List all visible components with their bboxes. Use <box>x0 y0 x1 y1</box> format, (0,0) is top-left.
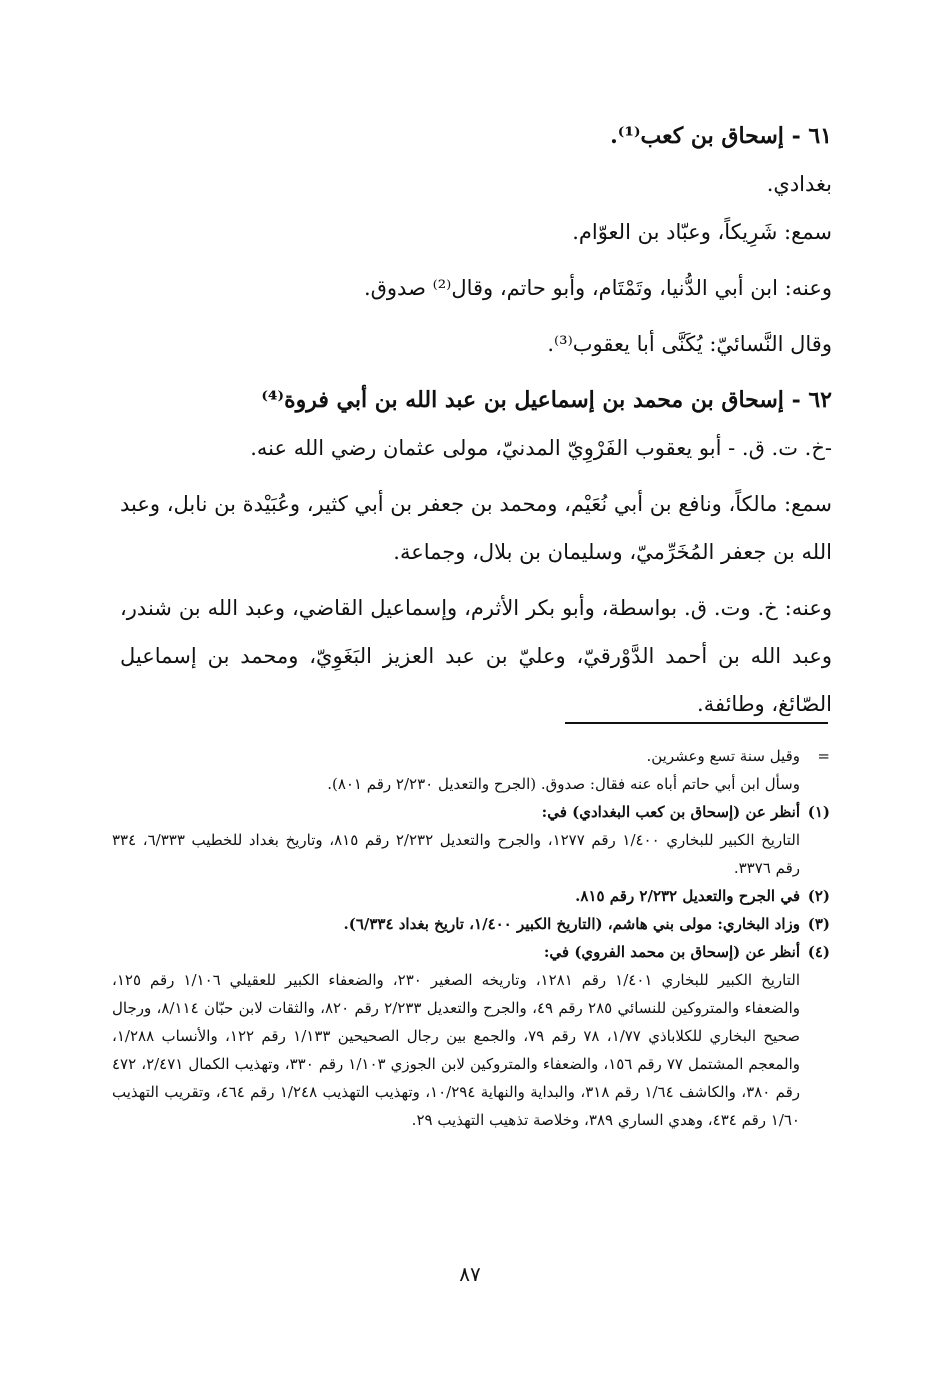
entry-61-narrators: وعنه: ابن أبي الدُّنيا، وتَمْتَام، وأبو حاتم، وقال⁽²⁾ صدوق. <box>363 276 832 300</box>
entry-62-narrators: وعنه: خ. وت. ق. بواسطة، وأبو بكر الأثرم، وإسماعيل القاضي، وعبد الله بن شندر، وعبد الله بن أحمد الدَّوْرقيّ، وعليّ بن عبد العزيز البَغَوِيّ، ومحمد بن إسماعيل الصّائغ، وطائفة. <box>120 596 832 716</box>
footnote-3-text: وزاد البخاري: مولى بني هاشم، (التاريخ الكبير ١/٤٠٠، تاريخ بغداد ٦/٣٣٤). <box>343 915 800 933</box>
footnote-continuation <box>112 742 830 798</box>
footnote-2-mark: (٢) <box>807 887 830 905</box>
page-number: ٨٧ <box>459 1262 481 1286</box>
footnote-1-text: التاريخ الكبير للبخاري ١/٤٠٠ رقم ١٢٧٧، والجرح والتعديل ٢/٢٣٢ رقم ٨١٥، وتاريخ بغداد للخطيب ٦/٣٣٣، ٣٣٤ رقم ٣٣٧٦. <box>112 831 801 877</box>
footnote-3 <box>112 910 830 938</box>
footnote-4-heading: أنظر عن (إسحاق بن محمد الفروي) في: <box>543 943 800 961</box>
footnote-continuation-mark: = <box>817 747 830 765</box>
footnote-3-mark: (٣) <box>807 915 830 933</box>
entry-62-kunya: -خ. ت. ق. - أبو يعقوب الفَرْوِيّ المدنيّ، مولى عثمان رضي الله عنه. <box>250 436 832 460</box>
entry-61-origin: بغدادي. <box>766 172 832 196</box>
footnotes <box>112 742 830 1134</box>
footnote-1-mark: (١) <box>807 803 830 821</box>
footnote-2-text: في الجرح والتعديل ٢/٢٣٢ رقم ٨١٥. <box>575 887 800 905</box>
entry-61-nasai-quote: وقال النَّسائيّ: يُكَنَّى أبا يعقوب⁽³⁾. <box>547 332 832 356</box>
footnote-1-heading: أنظر عن (إسحاق بن كعب البغدادي) في: <box>541 803 800 821</box>
footnote-continuation-line: وسأل ابن أبي حاتم أباه عنه فقال: صدوق. (الجرح والتعديل ٢/٢٣٠ رقم ٨٠١). <box>327 775 800 793</box>
footnote-4-text: التاريخ الكبير للبخاري ١/٤٠١ رقم ١٢٨١، وتاريخه الصغير ٢٣٠، والضعفاء الكبير للعقيلي ١/١٠٦ رقم ١٢٥، والضعفاء والمتروكين للنسائي ٢٨٥ رقم ٤٩، والجرح والتعديل ٢/٢٣٣ رقم ٨٢٠، والثقات لابن حبّان ٨/١١٤، ورجال صحيح البخاري للكلاباذي ١/٧٧، ٧٨ رقم ٧٩، والجمع بين رجال الصحيحين ١/١٣٣ رقم ١٢٢، والأنساب ١/٢٨٨، والمعجم المشتمل ٧٧ رقم ١٥٦، والضعفاء والمتروكين لابن الجوزي ١/١٠٣ رقم ٣٣٠، وتهذيب الكمال ٢/٤٧١، ٤٧٢ رقم ٣٨٠، والكاشف ١/٦٤ رقم ٣١٨، والبداية والنهاية ١٠/٢٩٤، وتهذيب التهذيب ١/٢٤٨ رقم ٤٦٤، وتقريب التهذيب ١/٦٠ رقم ٤٣٤، وهدي الساري ٣٨٩، وخلاصة تذهيب التهذيب ٢٩. <box>112 971 801 1129</box>
entry-61-heard-from: سمع: شَرِيكاً، وعبّاد بن العوّام. <box>572 220 832 244</box>
main-text <box>120 112 832 728</box>
footnote-1 <box>112 798 830 882</box>
footnote-4 <box>112 938 830 1134</box>
footnote-4-mark: (٤) <box>807 943 830 961</box>
footnote-2 <box>112 882 830 910</box>
footnote-divider <box>565 722 828 724</box>
footnote-continuation-line: وقيل سنة تسع وعشرين. <box>646 747 800 765</box>
entry-62-heard-from: سمع: مالكاً، ونافع بن أبي نُعَيْم، ومحمد بن جعفر بن أبي كثير، وعُبَيْدة بن نابل، وعبد الله بن جعفر المُخَرِّميّ، وسليمان بن بلال، وجماعة. <box>120 492 832 564</box>
entry-62-title: ٦٢ - إسحاق بن محمد بن إسماعيل بن عبد الله بن أبي فروة⁽⁴⁾ <box>261 387 832 413</box>
entry-61-title: ٦١ - إسحاق بن كعب⁽¹⁾. <box>610 123 832 149</box>
